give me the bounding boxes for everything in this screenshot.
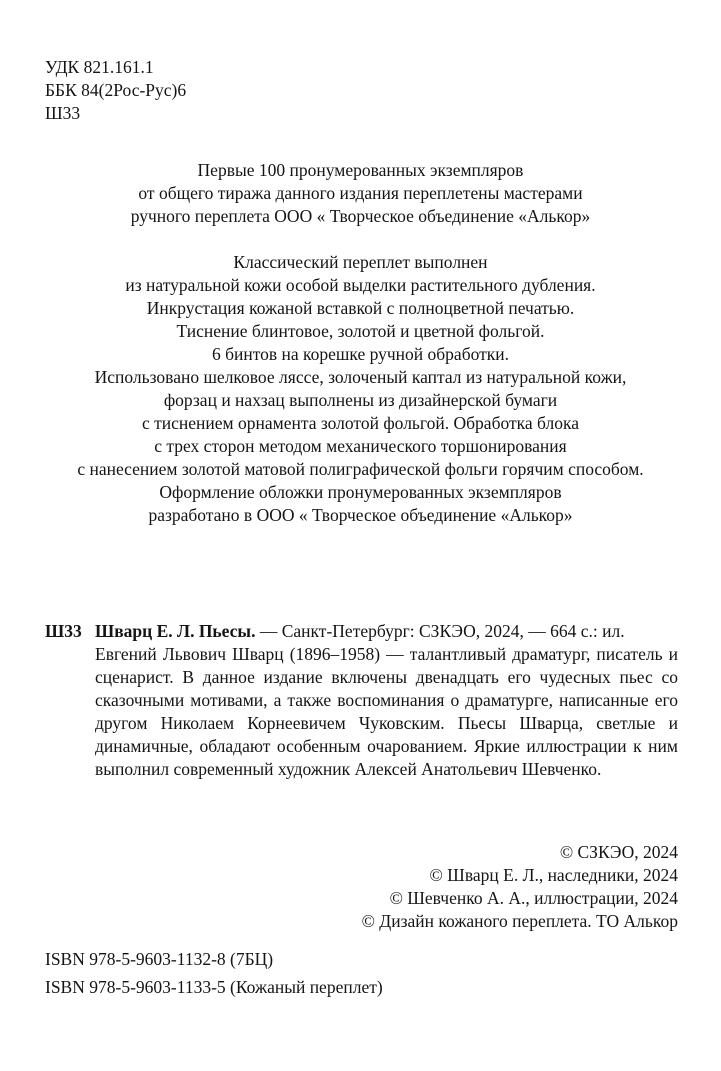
binding-note-line: с нанесением золотой матовой полиграфической фольги горячим способом. <box>77 459 644 479</box>
binding-note-line: Классический переплет выполнен <box>233 252 488 272</box>
binding-note-line: Инкрустация кожаной вставкой с полноцветной печатью. <box>146 298 575 318</box>
binding-note-line: Тиснение блинтовое, золотой и цветной фольгой. <box>176 321 545 341</box>
copyright-line: © Дизайн кожаного переплета. ТО Алькор <box>361 911 678 931</box>
edition-note-line: ручного переплета ООО « Творческое объединение «Алькор» <box>130 206 591 226</box>
binding-note-line: из натуральной кожи особой выделки растительного дубления. <box>125 275 596 295</box>
isbn-line: ISBN 978-5-9603-1133-5 (Кожаный переплет) <box>45 977 383 997</box>
udc-code: УДК 821.161.1 <box>45 57 154 77</box>
isbn-line: ISBN 978-5-9603-1132-8 (7БЦ) <box>45 949 274 969</box>
binding-note-line: Оформление обложки пронумерованных экземпляров <box>159 482 562 502</box>
isbn-block <box>45 945 721 1001</box>
catalog-publication-info: — Санкт-Петербург: СЗКЭО, 2024, — 664 с.: ил. <box>255 621 625 641</box>
classification-codes <box>0 0 721 125</box>
catalog-author-sign: Ш33 <box>45 621 82 641</box>
edition-note-line: от общего тиража данного издания переплетены мастерами <box>138 183 583 203</box>
copyright-line: © СЗКЭО, 2024 <box>559 842 678 862</box>
binding-note-line: 6 бинтов на корешке ручной обработки. <box>211 344 510 364</box>
copyright-line: © Шварц Е. Л., наследники, 2024 <box>429 865 678 885</box>
copyright-block <box>0 841 678 933</box>
bbk-code: ББК 84(2Рос-Рус)6 <box>45 80 187 100</box>
catalog-entry <box>45 620 678 781</box>
edition-note-line: Первые 100 пронумерованных экземпляров <box>197 160 524 180</box>
binding-note-line: Использовано шелковое ляссе, золоченый каптал из натуральной кожи, <box>94 367 627 387</box>
binding-description <box>0 251 721 527</box>
catalog-lead-line <box>95 620 678 643</box>
numbered-edition-note <box>0 159 721 228</box>
catalog-title: Шварц Е. Л. Пьесы. <box>95 621 256 641</box>
binding-note-line: форзац и нахзац выполнены из дизайнерской бумаги <box>163 390 558 410</box>
binding-note-line: с тиснением орнамента золотой фольгой. Обработка блока <box>142 413 579 433</box>
author-sign: Ш33 <box>45 103 81 123</box>
catalog-annotation: Евгений Львович Шварц (1896–1958) — талантливый драматург, писатель и сценарист. В данное издание включены двенадцать его чудесных пьес со сказочными мотивами, а также воспоминания о драматурге, написанные его другом Николаем Корнеевичем Чуковским. Пьесы Шварца, светлые и динамичные, обладают особенным очарованием. Яркие иллюстрации к ним выполнил современный художник Алексей Анатольевич Шевченко. <box>95 644 678 779</box>
copyright-line: © Шевченко А. А., иллюстрации, 2024 <box>389 888 678 908</box>
binding-note-line: разработано в ООО « Творческое объединение «Алькор» <box>148 505 573 525</box>
binding-note-line: с трех сторон методом механического торшонирования <box>154 436 567 456</box>
